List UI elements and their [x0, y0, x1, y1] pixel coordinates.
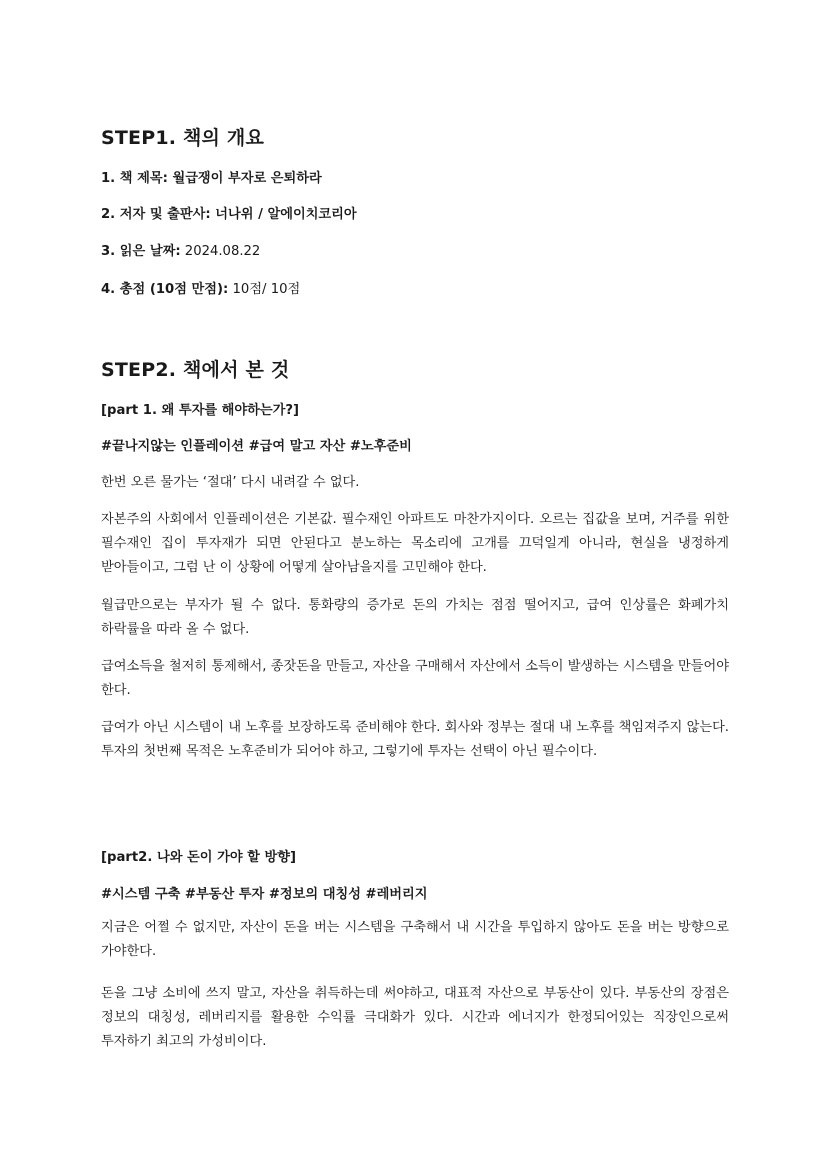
part2-heading: [part2. 나와 돈이 가야 할 방향]	[101, 850, 296, 865]
part1-hashtags: #끝나지않는 인플레이션 #급여 말고 자산 #노후준비	[101, 439, 412, 454]
book-title-line	[101, 170, 322, 188]
read-date-label: 3. 읽은 날짜:	[101, 244, 181, 259]
step1-title: STEP1. 책의 개요	[101, 127, 265, 149]
score-label: 4. 총점 (10점 만점):	[101, 282, 229, 297]
part1-paragraph: 자본주의 사회에서 인플레이션은 기본값. 필수재인 아파트도 마찬가지이다. 오르는 집값을 보며, 거주를 위한 필수재인 집이 투자재가 되면 안된다고 분노하는 목소리에 고개를 끄덕일게 아니라, 현실을 냉정하게 받아들이고, 그럼 난 이 상황에 어떻게 살아남을지를 고민해야 한다.	[101, 512, 729, 576]
read-date-value: 2024.08.22	[180, 244, 261, 259]
author-publisher-line	[101, 206, 357, 224]
read-date-line	[101, 243, 260, 261]
book-title-label: 1. 책 제목: 월급쟁이 부자로 은퇴하라	[101, 171, 322, 186]
part1-paragraph: 월급만으로는 부자가 될 수 없다. 통화량의 증가로 돈의 가치는 점점 떨어지고, 급여 인상률은 화폐가치 하락률을 따라 올 수 없다.	[101, 598, 729, 638]
part2-paragraph: 돈을 그냥 소비에 쓰지 말고, 자산을 취득하는데 써야하고, 대표적 자산으로 부동산이 있다. 부동산의 장점은 정보의 대칭성, 레버리지를 활용한 수익률 극대화가 있다. 시간과 에너지가 한정되어있는 직장인으로써 투자하기 최고의 가성비이다.	[101, 986, 729, 1050]
score-line	[101, 281, 300, 299]
part2-paragraph: 지금은 어쩔 수 없지만, 자산이 돈을 버는 시스템을 구축해서 내 시간을 투입하지 않아도 돈을 버는 방향으로 가야한다.	[101, 920, 729, 960]
part1-paragraph: 한번 오른 물가는 ‘절대’ 다시 내려갈 수 없다.	[101, 475, 360, 490]
step2-title: STEP2. 책에서 본 것	[101, 359, 290, 381]
part2-hashtags: #시스템 구축 #부동산 투자 #정보의 대칭성 #레버리지	[101, 887, 428, 902]
author-publisher-label: 2. 저자 및 출판사: 너나위 / 알에이치코리아	[101, 207, 357, 222]
score-value: 10점/ 10점	[228, 282, 301, 297]
part1-heading: [part 1. 왜 투자를 해야하는가?]	[101, 403, 300, 418]
part1-paragraph: 급여가 아닌 시스템이 내 노후를 보장하도록 준비해야 한다. 회사와 정부는 절대 내 노후를 책임져주지 않는다. 투자의 첫번째 목적은 노후준비가 되어야 하고, 그렇기에 투자는 선택이 아닌 필수이다.	[101, 720, 729, 760]
part1-paragraph: 급여소득을 철저히 통제해서, 종잣돈을 만들고, 자산을 구매해서 자산에서 소득이 발생하는 시스템을 만들어야 한다.	[101, 659, 729, 699]
